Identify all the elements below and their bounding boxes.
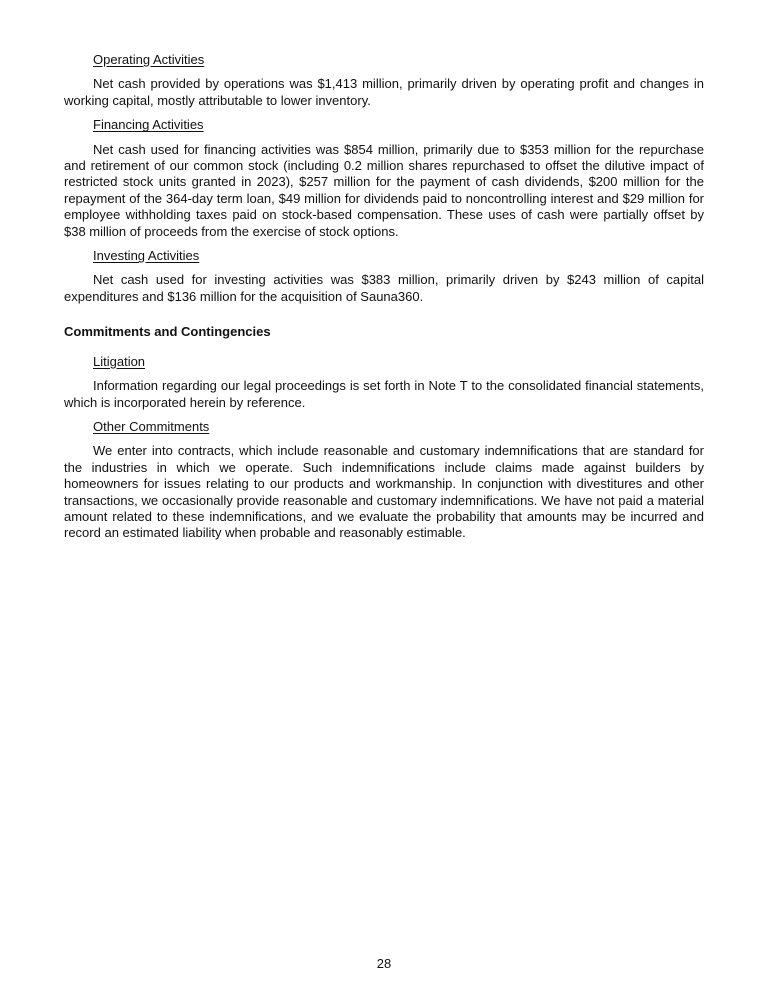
document-page — [64, 52, 704, 550]
financing-activities-paragraph: Net cash used for financing activities was $854 million, primarily due to $353 million for the repurchase and retirement of our common stock (including 0.2 million shares repurchased to offset the dilutive impact of restricted stock units granted in 2023), $257 million for the payment of cash dividends, $200 million for the repayment of the 364-day term loan, $49 million for dividends paid to noncontrolling interest and $29 million for employee withholding taxes paid on stock-based compensation. These uses of cash were partially offset by $38 million of proceeds from the exercise of stock options. — [64, 141, 704, 239]
other-commitments-subhead: Other Commitments — [93, 418, 210, 434]
commitments-heading: Commitments and Contingencies — [64, 324, 271, 340]
litigation-subhead: Litigation — [93, 353, 146, 369]
page-number: 28 — [376, 956, 392, 971]
financing-activities-subhead: Financing Activities — [93, 117, 204, 133]
operating-activities-paragraph: Net cash provided by operations was $1,413 million, primarily driven by operating profit and changes in working capital, mostly attributable to lower inventory. — [64, 76, 704, 108]
operating-activities-subhead: Operating Activities — [93, 52, 205, 67]
other-commitments-paragraph: We enter into contracts, which include reasonable and customary indemnifications that are standard for the industries in which we operate. Such indemnifications include claims made against builders by homeowners for issues relating to our products and workmanship. In conjunction with divestitures and other transactions, we occasionally provide reasonable and customary indemnifications. We have not paid a material amount related to these indemnifications, and we evaluate the probability that amounts may be incurred and record an estimated liability when probable and reasonably estimable. — [64, 443, 704, 541]
investing-activities-paragraph: Net cash used for investing activities was $383 million, primarily driven by $243 million of capital expenditures and $136 million for the acquisition of Sauna360. — [64, 272, 704, 304]
investing-activities-subhead: Investing Activities — [93, 248, 200, 264]
litigation-paragraph: Information regarding our legal proceedings is set forth in Note T to the consolidated financial statements, which is incorporated herein by reference. — [64, 378, 704, 410]
